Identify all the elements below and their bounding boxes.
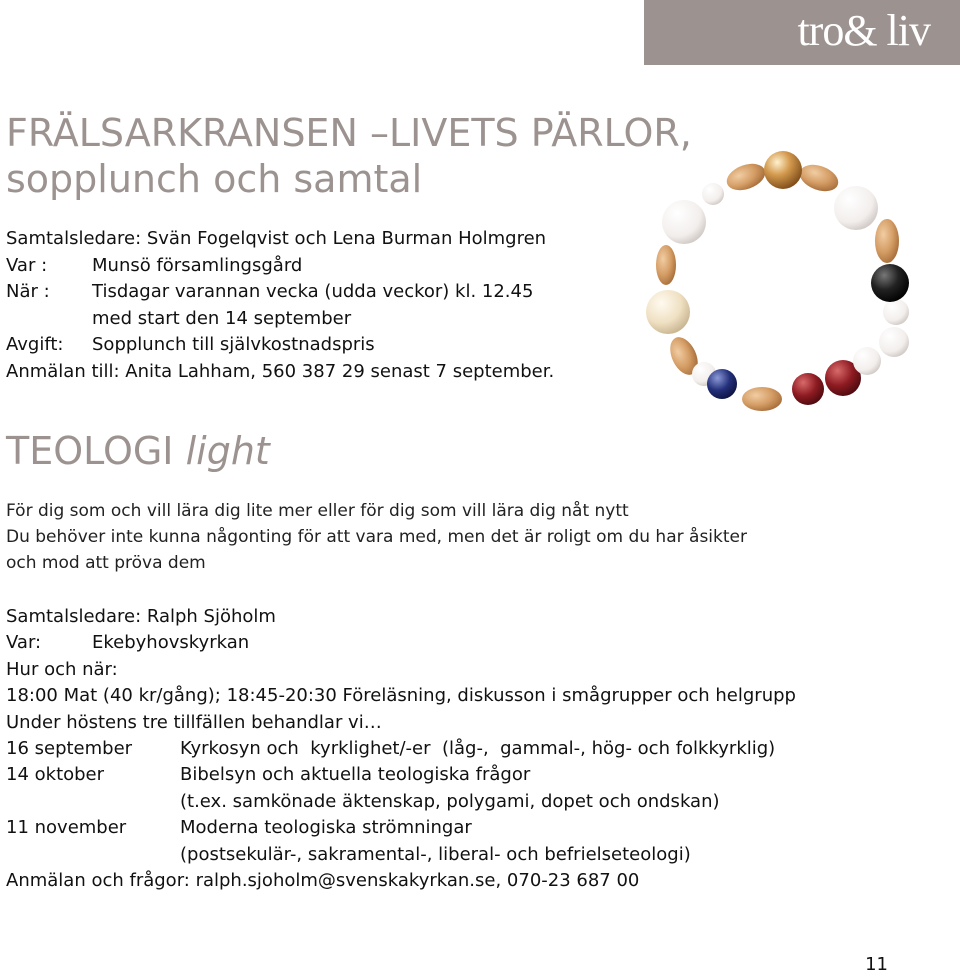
schedule-row [6,842,796,868]
section2-title-italic: light [185,429,270,473]
place-key: Var: [6,632,42,654]
time-text: 18:00 Mat (40 kr/gång); 18:45-20:30 Föreläsning, diskusson i smågrupper och helgrupp [6,685,796,707]
schedule-topic: Moderna teologiska strömningar [180,817,472,839]
intro-line: För dig som och vill lära dig lite mer eller för dig som vill lära dig nåt nytt [6,501,629,521]
info-row [6,279,554,306]
brand-banner: tro& liv [644,0,960,65]
info-key: Var : [6,254,48,276]
intro-line: och mod att pröva dem [6,553,206,573]
section2-title [6,426,270,476]
info-value: med start den 14 september [92,307,352,329]
schedule-date: 14 oktober [6,764,105,786]
section1-title-line1: FRÄLSARKRANSEN –LIVETS PÄRLOR, [6,111,692,155]
contact-text: Anmälan och frågor: ralph.sjoholm@svenskakyrkan.se, 070-23 687 00 [6,870,640,892]
info-key: När : [6,281,50,302]
place-value: Ekebyhovskyrkan [92,632,250,654]
info-value: Sopplunch till självkostnadspris [92,334,375,355]
schedule-row [6,815,796,841]
place-row [6,630,796,656]
schedule-row [6,762,796,788]
page-number: 11 [865,954,888,975]
section1-title [6,110,692,202]
section2-title-main: TEOLOGI [6,429,174,473]
schedule-topic: Kyrkosyn och kyrklighet/-er (låg-, gammal-, hög- och folkkyrklig) [180,738,776,760]
schedule-date: 16 september [6,738,133,760]
section1-signup: Anmälan till: Anita Lahham, 560 387 29 senast 7 september. [6,360,555,382]
schedule-date [6,842,180,868]
info-value: Munsö församlingsgård [92,254,303,276]
schedule-row [6,789,796,815]
section2-details [6,604,796,894]
bead-ring [646,151,909,411]
when-label: Hur och när: [6,658,118,680]
info-row [6,253,554,280]
info-row [6,332,554,359]
info-row [6,306,554,333]
section2-intro [6,498,747,576]
info-key [6,306,92,333]
info-value: Tisdagar varannan vecka (udda veckor) kl. 12.45 [92,281,534,302]
schedule-topic: (postsekulär-, sakramental-, liberal- och befrielseteologi) [180,843,691,865]
section1-info [6,226,554,385]
schedule-topic: Bibelsyn och aktuella teologiska frågor [180,764,531,786]
info-key: Avgift: [6,334,64,355]
schedule [6,736,796,868]
section2-leader: Samtalsledare: Ralph Sjöholm [6,606,276,627]
schedule-row [6,736,796,762]
section1-leader: Samtalsledare: Svän Fogelqvist och Lena Burman Holmgren [6,228,547,249]
under-text: Under höstens tre tillfällen behandlar vi… [6,711,382,733]
schedule-date: 11 november [6,817,127,839]
intro-line: Du behöver inte kunna någonting för att vara med, men det är roligt om du har åsikter [6,527,747,547]
prayer-beads-image [636,140,936,430]
section1-title-line2: sopplunch och samtal [6,157,423,201]
schedule-topic: (t.ex. samkönade äktenskap, polygami, dopet och ondskan) [180,790,720,812]
schedule-date [6,789,180,815]
